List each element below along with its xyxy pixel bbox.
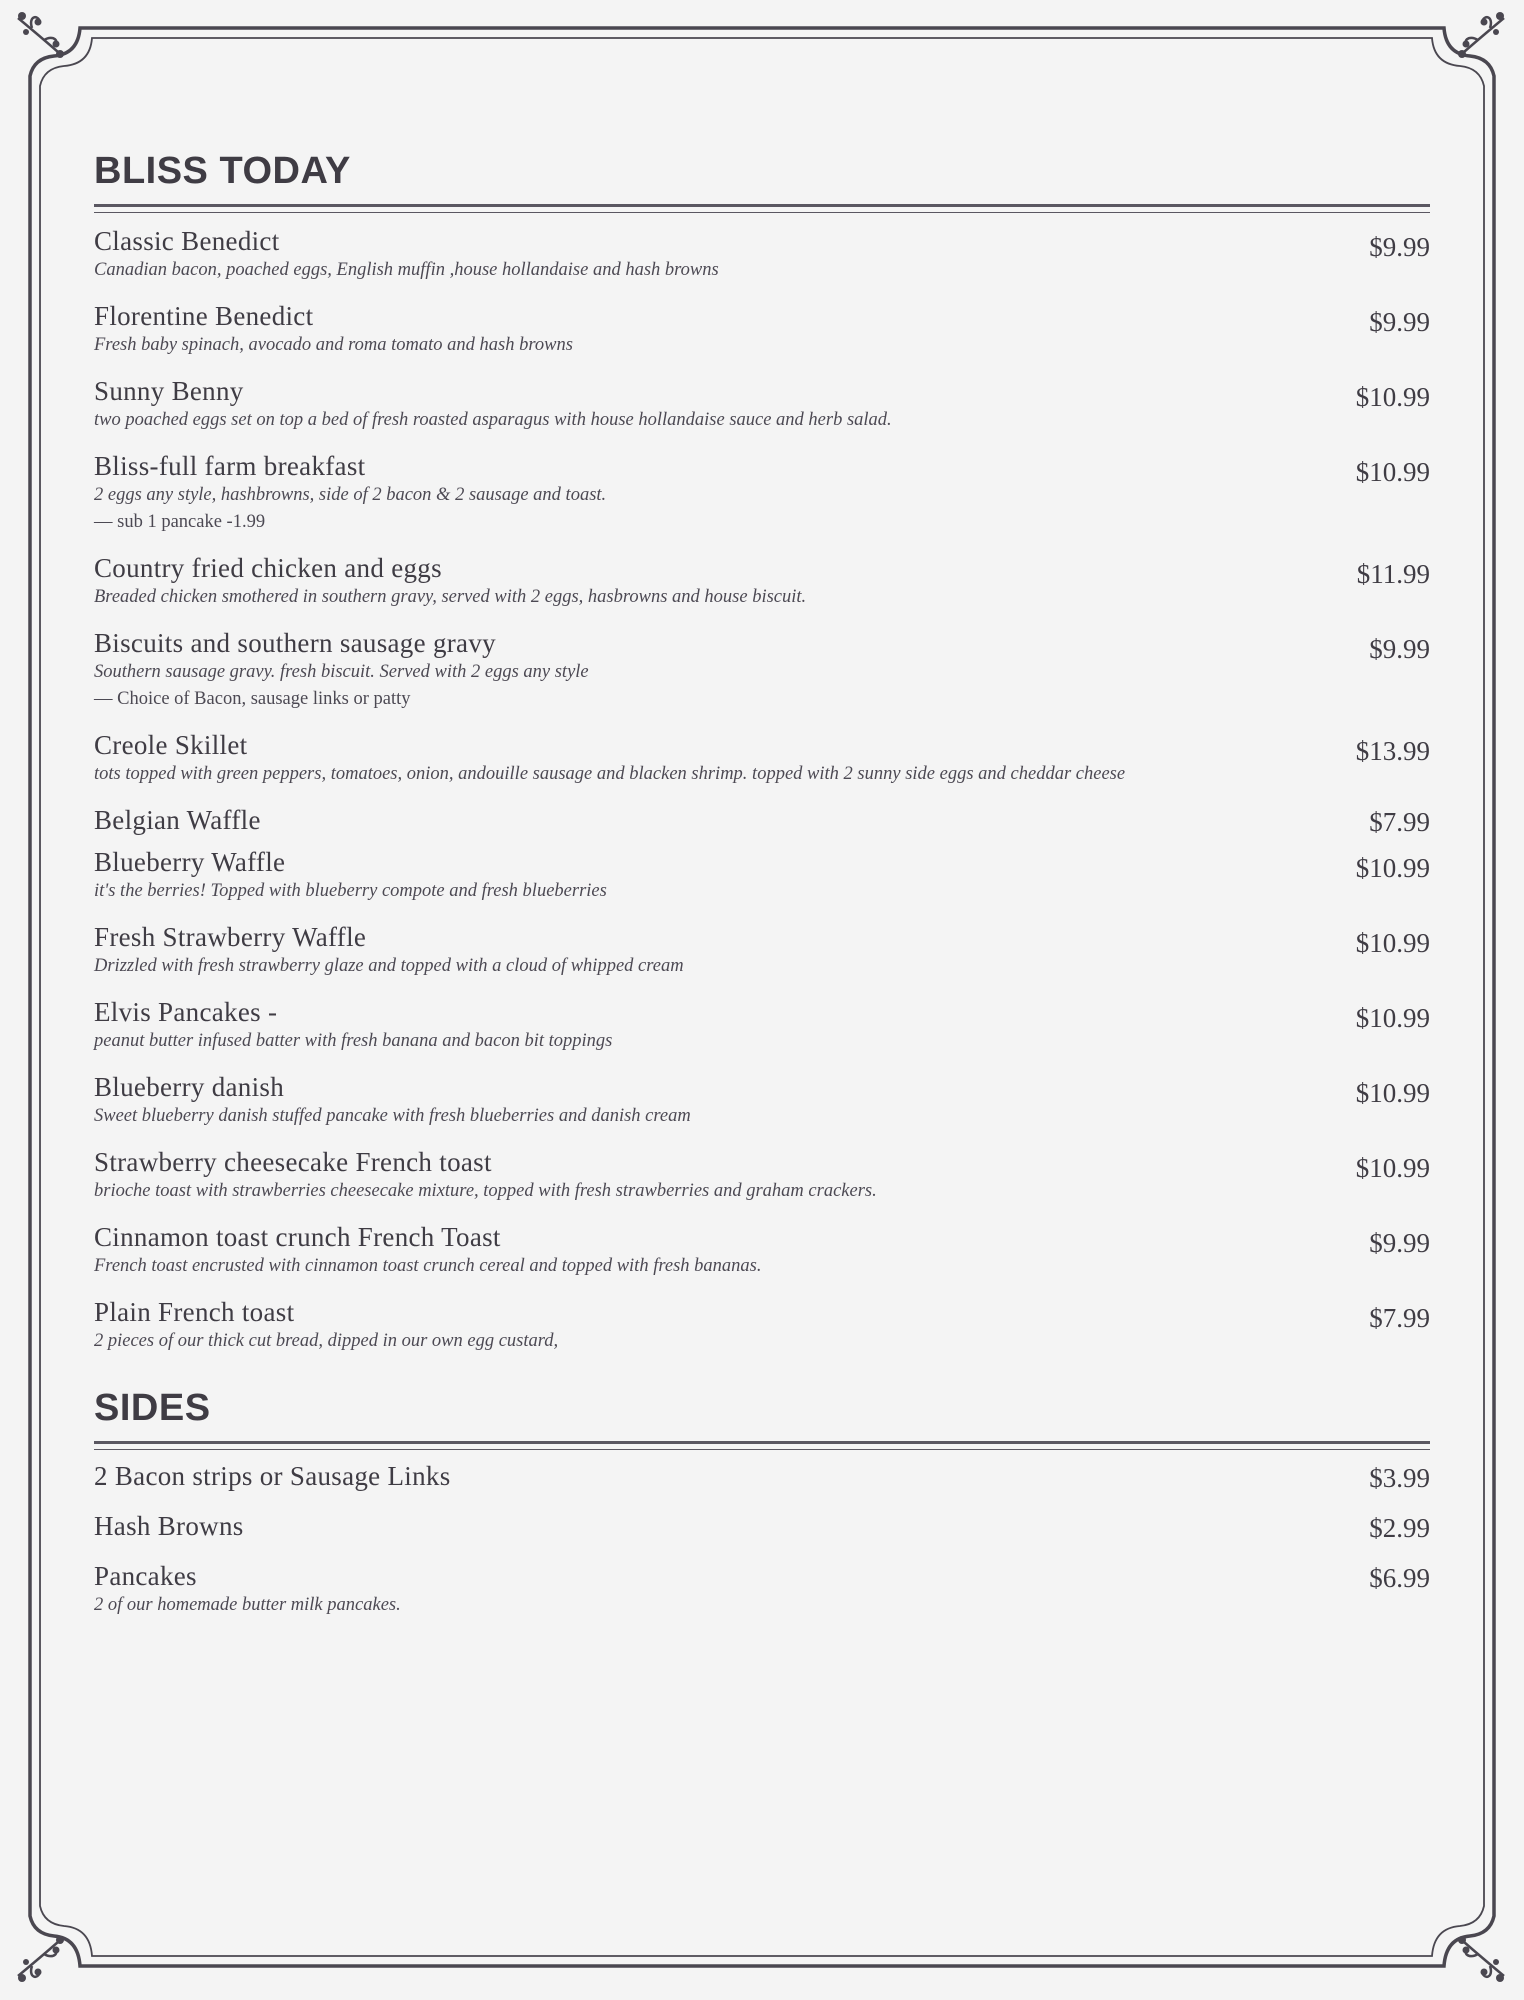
menu-item [94,1510,1430,1544]
item-description: 2 pieces of our thick cut bread, dipped in our own egg custard, [94,1331,559,1351]
menu-content [94,152,1430,1635]
item-price: $10.99 [1355,457,1430,487]
item-name: Hash Browns [94,1511,244,1541]
item-note: — Choice of Bacon, sausage links or patty [94,689,411,709]
item-name: Sunny Benny [94,376,244,406]
menu-item [94,552,1430,611]
item-description: Southern sausage gravy. fresh biscuit. Served with 2 eggs any style [94,662,589,682]
item-price: $10.99 [1355,1078,1430,1108]
item-description: Breaded chicken smothered in southern gravy, served with 2 eggs, hasbrowns and house biscuit. [94,587,807,607]
menu-item [94,1296,1430,1355]
item-description: Canadian bacon, poached eggs, English muffin ,house hollandaise and hash browns [94,260,719,280]
item-name: Bliss-full farm breakfast [94,451,366,481]
item-price: $11.99 [1356,559,1430,589]
item-price: $10.99 [1355,1003,1430,1033]
corner-ornament-icon [1450,1930,1512,1986]
item-description: Drizzled with fresh strawberry glaze and topped with a cloud of whipped cream [94,956,684,976]
item-name: Pancakes [94,1561,197,1591]
menu-item [94,450,1430,536]
item-name: Creole Skillet [94,730,248,760]
item-note: — sub 1 pancake -1.99 [94,512,266,532]
item-price: $10.99 [1355,1153,1430,1183]
menu-item [94,1221,1430,1280]
item-description: 2 eggs any style, hashbrowns, side of 2 bacon & 2 sausage and toast. [94,485,607,505]
item-name: Belgian Waffle [94,805,261,835]
item-price: $2.99 [1369,1513,1430,1543]
item-name: Florentine Benedict [94,301,314,331]
section-divider [94,204,1430,213]
menu-item [94,627,1430,713]
menu-item [94,804,1430,838]
menu-item [94,1460,1430,1494]
item-description: brioche toast with strawberries cheesecake mixture, topped with fresh strawberries and graham crackers. [94,1181,877,1201]
item-name: Elvis Pancakes - [94,997,278,1027]
item-price: $7.99 [1369,807,1430,837]
item-price: $3.99 [1369,1463,1430,1493]
menu-item [94,1560,1430,1619]
menu-item [94,1071,1430,1130]
menu-item [94,729,1430,788]
item-description: 2 of our homemade butter milk pancakes. [94,1595,401,1615]
item-name: Strawberry cheesecake French toast [94,1147,492,1177]
item-name: Blueberry danish [94,1072,285,1102]
item-name: Fresh Strawberry Waffle [94,922,367,952]
menu-item-list [94,225,1430,1355]
item-description: French toast encrusted with cinnamon toast crunch cereal and topped with fresh bananas. [94,1256,762,1276]
item-name: Biscuits and southern sausage gravy [94,628,496,658]
menu-item [94,300,1430,359]
item-description: tots topped with green peppers, tomatoes, onion, andouille sausage and blacken shrimp. topped with 2 sunny side eggs and cheddar cheese [94,764,1126,784]
section-divider [94,1441,1430,1450]
corner-ornament-icon [10,1930,72,1986]
item-price: $10.99 [1355,853,1430,883]
menu-item [94,1146,1430,1205]
item-name: Country fried chicken and eggs [94,553,442,583]
section-sides [94,1389,1430,1619]
section-title: BLISS TODAY [94,150,351,192]
section-bliss-today [94,152,1430,1355]
item-name: Blueberry Waffle [94,847,286,877]
section-title: SIDES [94,1387,211,1429]
menu-item [94,996,1430,1055]
corner-ornament-icon [10,8,72,64]
item-name: Classic Benedict [94,226,280,256]
item-price: $13.99 [1355,736,1430,766]
menu-item-list [94,1460,1430,1619]
item-price: $9.99 [1369,232,1430,262]
menu-item [94,225,1430,284]
item-description: Sweet blueberry danish stuffed pancake with fresh blueberries and danish cream [94,1106,691,1126]
item-name: 2 Bacon strips or Sausage Links [94,1461,451,1491]
item-price: $9.99 [1369,634,1430,664]
menu-item [94,375,1430,434]
menu-item [94,921,1430,980]
item-description: Fresh baby spinach, avocado and roma tomato and hash browns [94,335,573,355]
menu-item [94,846,1430,905]
item-name: Cinnamon toast crunch French Toast [94,1222,501,1252]
item-price: $7.99 [1369,1303,1430,1333]
item-price: $10.99 [1355,928,1430,958]
item-price: $6.99 [1369,1563,1430,1593]
item-name: Plain French toast [94,1297,295,1327]
item-price: $9.99 [1369,1228,1430,1258]
item-description: peanut butter infused batter with fresh banana and bacon bit toppings [94,1031,613,1051]
item-price: $10.99 [1355,382,1430,412]
corner-ornament-icon [1450,8,1512,64]
item-price: $9.99 [1369,307,1430,337]
item-description: it's the berries! Topped with blueberry compote and fresh blueberries [94,881,607,901]
item-description: two poached eggs set on top a bed of fresh roasted asparagus with house hollandaise sauce and herb salad. [94,410,892,430]
